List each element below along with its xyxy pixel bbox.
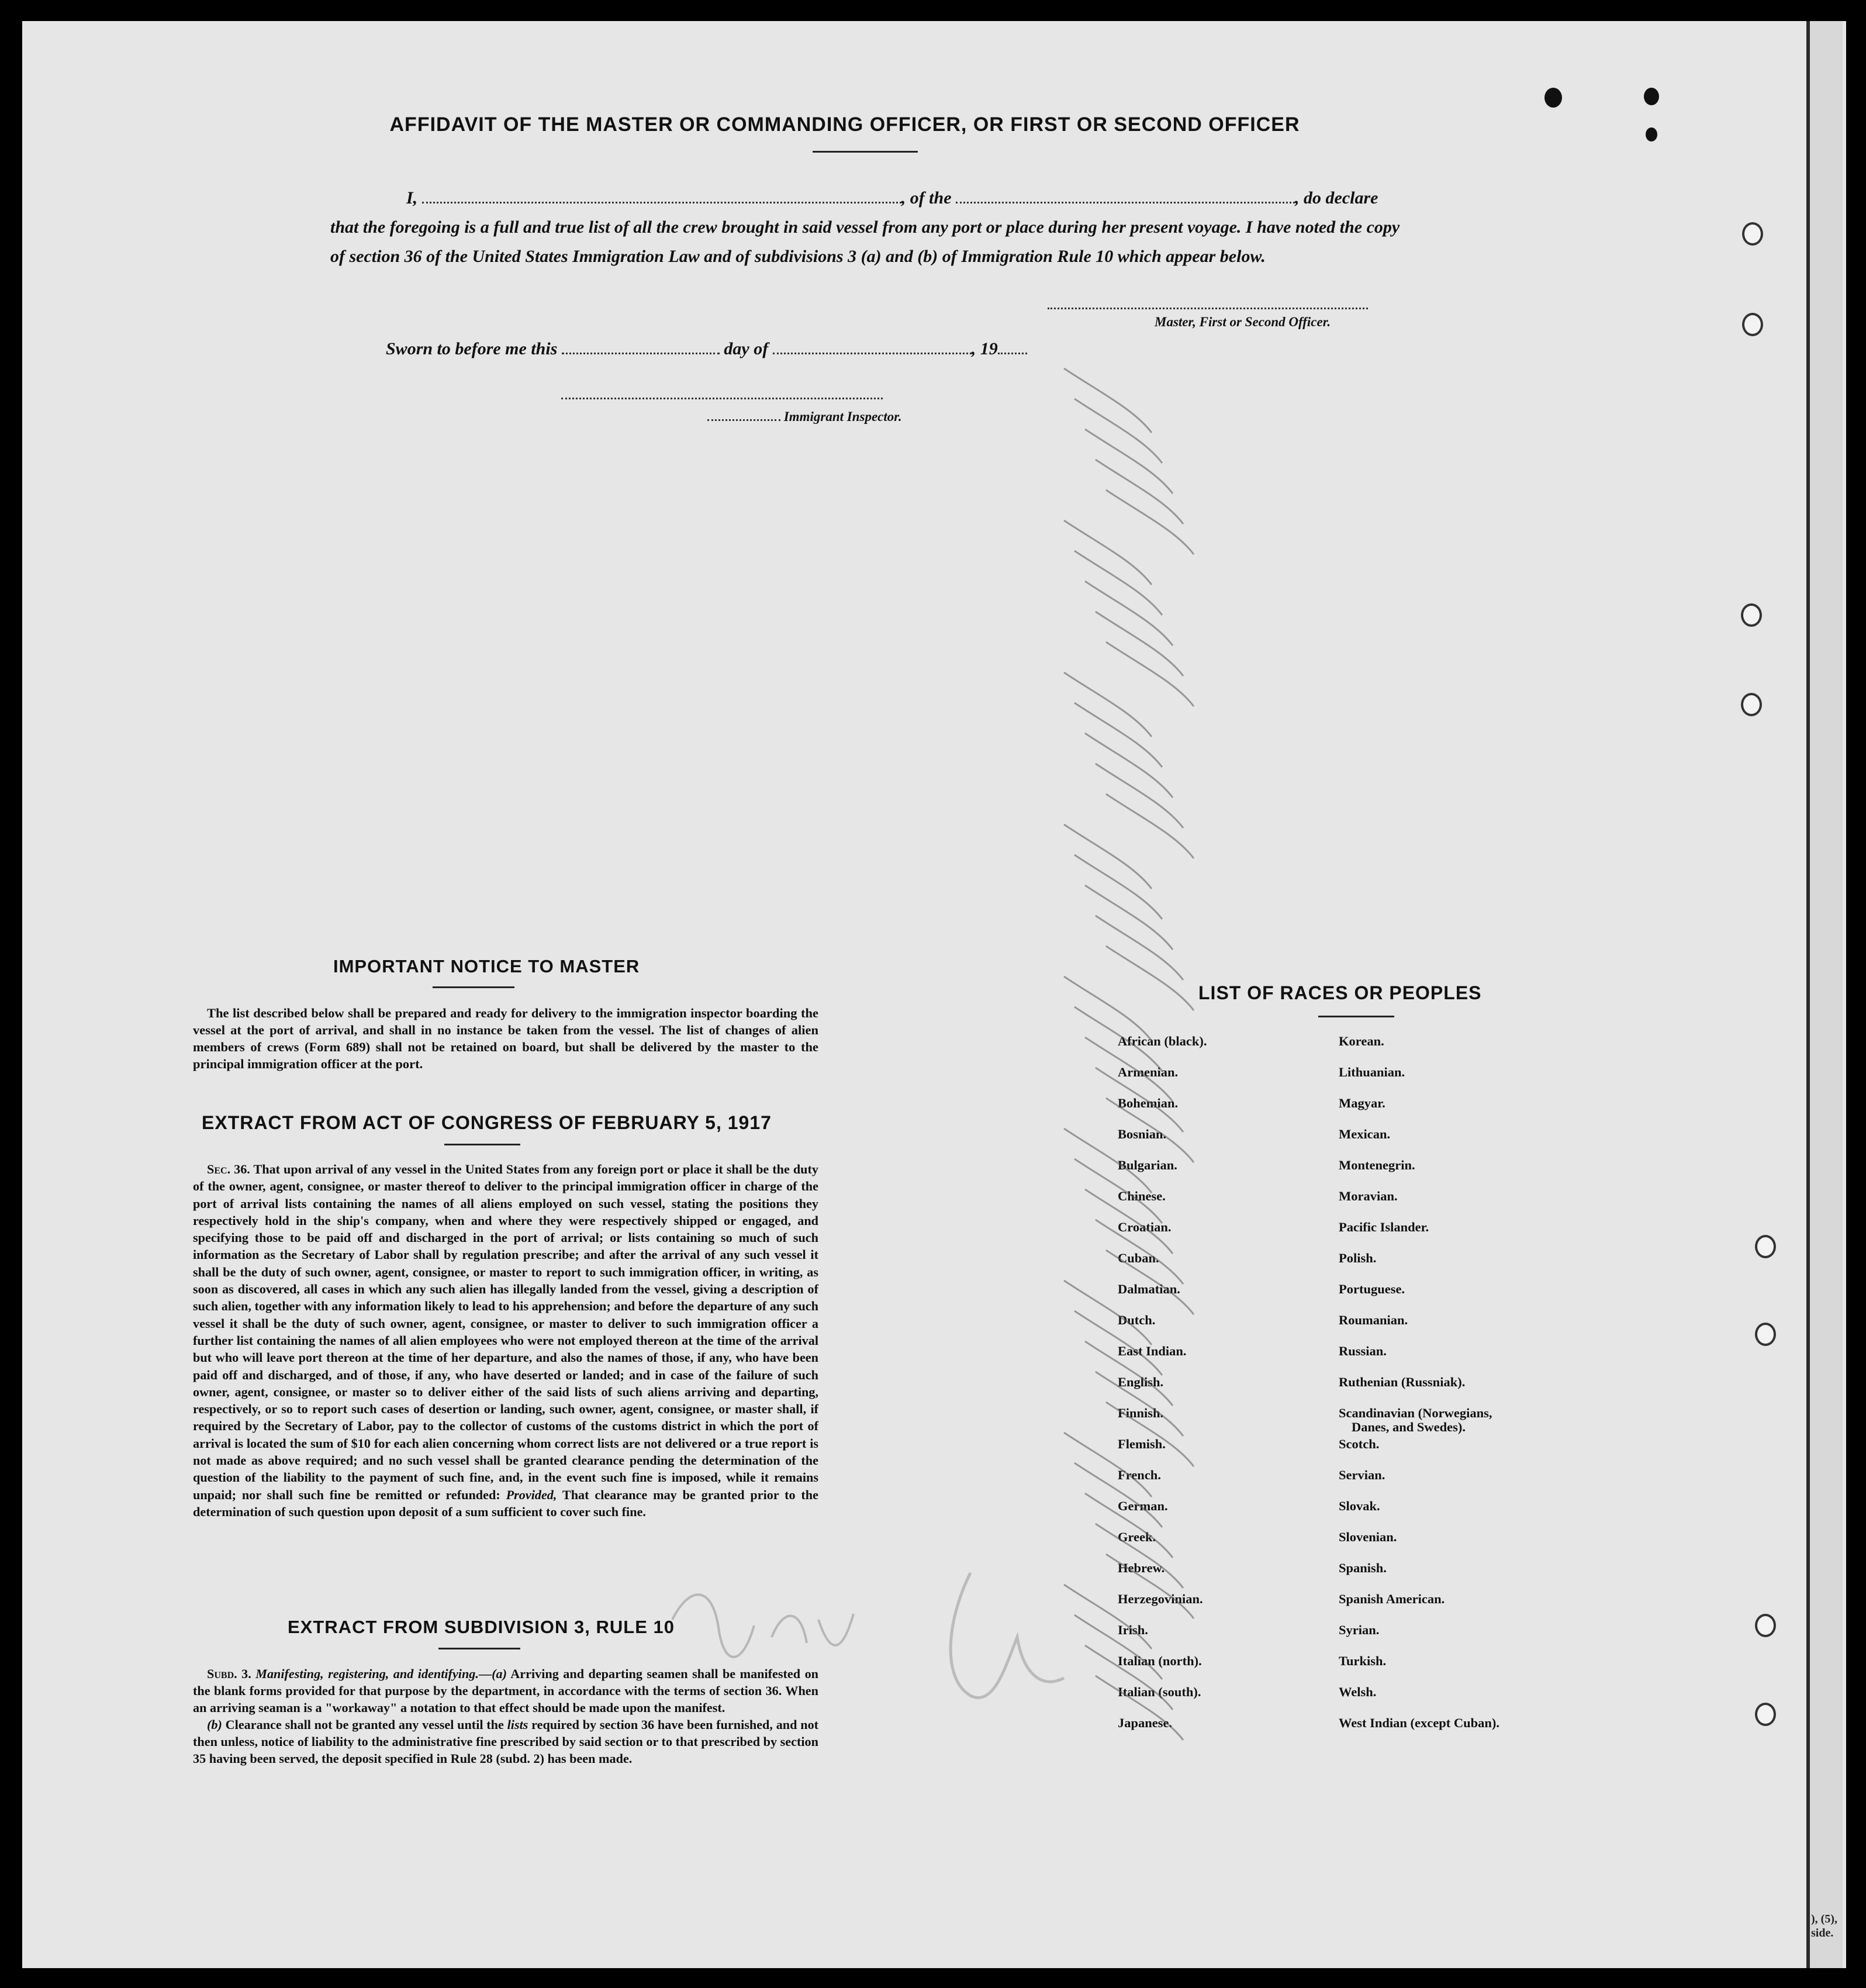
binder-hole <box>1742 222 1763 246</box>
ink-blot <box>1644 88 1659 105</box>
sworn-prefix: Sworn to before me this <box>386 339 558 358</box>
divider <box>444 1144 520 1145</box>
subd-heading: Manifesting, registering, and identifying. <box>255 1666 479 1681</box>
binder-hole <box>1755 1323 1776 1346</box>
race-item: Portuguese. <box>1339 1282 1405 1296</box>
race-item: Russian. <box>1339 1344 1387 1358</box>
binder-hole <box>1741 603 1762 627</box>
race-item: Polish. <box>1339 1251 1377 1265</box>
divider <box>438 1648 520 1649</box>
ink-blot <box>1646 127 1657 141</box>
race-item: Finnish. <box>1118 1406 1164 1420</box>
race-item: Turkish. <box>1339 1654 1387 1668</box>
race-item: French. <box>1118 1468 1161 1482</box>
race-item: Italian (south). <box>1118 1685 1201 1699</box>
binder-hole <box>1741 693 1762 716</box>
race-item: Italian (north). <box>1118 1654 1202 1668</box>
subdivision-title: EXTRACT FROM SUBDIVISION 3, RULE 10 <box>288 1617 675 1637</box>
race-item: Bulgarian. <box>1118 1158 1177 1172</box>
provided-word: Provided, <box>506 1487 557 1502</box>
race-item: Irish. <box>1118 1623 1148 1637</box>
race-item: West Indian (except Cuban). <box>1339 1716 1500 1730</box>
race-item: Ruthenian (Russniak). <box>1339 1375 1466 1389</box>
race-item: Armenian. <box>1118 1065 1179 1079</box>
master-signature-line <box>1048 308 1368 309</box>
year-blank <box>998 337 1027 354</box>
day-blank <box>562 337 720 354</box>
race-item: German. <box>1118 1499 1168 1513</box>
race-item: Roumanian. <box>1339 1313 1408 1327</box>
binder-hole <box>1755 1703 1776 1726</box>
pencil-stroke <box>1106 1250 1194 1314</box>
race-item: Syrian. <box>1339 1623 1380 1637</box>
act-text-end: That clearance may be granted prior to the determination of such question upon deposit of a sum sufficient to cover such fine. <box>193 1487 818 1519</box>
sworn-day-label: day of <box>724 339 769 358</box>
subd-label: Subd. 3. <box>207 1666 251 1681</box>
margin-text-fragment <box>1811 1912 1837 1940</box>
race-item: English. <box>1118 1375 1164 1389</box>
pencil-stroke <box>1106 1554 1194 1618</box>
pencil-stroke <box>1106 490 1194 554</box>
race-item: Spanish American. <box>1339 1592 1445 1606</box>
race-item: Welsh. <box>1339 1685 1377 1699</box>
inspector-signature-line <box>561 398 883 399</box>
sworn-statement <box>386 337 1027 359</box>
act-body <box>193 1161 818 1520</box>
margin-fragment-line: side. <box>1811 1927 1834 1939</box>
vessel-blank <box>956 186 1295 203</box>
para-a-text: Arriving and departing seamen shall be manifested on the blank forms provided for that purpose by the department, in accordance with the terms of section 36. When an arriving seaman is a "workaway" a notation to that effect should be made upon the manifest. <box>193 1666 818 1715</box>
race-item: Spanish. <box>1339 1561 1387 1575</box>
race-item: Servian. <box>1339 1468 1385 1482</box>
race-item: Dutch. <box>1118 1313 1156 1327</box>
race-item: Flemish. <box>1118 1437 1166 1451</box>
race-item: Korean. <box>1339 1034 1384 1048</box>
pencil-stroke <box>1106 1098 1194 1162</box>
divider <box>433 986 514 988</box>
notice-title: IMPORTANT NOTICE TO MASTER <box>333 956 640 976</box>
divider <box>813 151 918 153</box>
sworn-year-label: , 19 <box>971 339 998 358</box>
binder-hole <box>1755 1614 1776 1637</box>
affidavit-i: I, <box>406 188 418 208</box>
ink-blot <box>1544 88 1562 108</box>
inspector-signature-label <box>707 409 902 424</box>
race-item: Hebrew. <box>1118 1561 1165 1575</box>
inspector-label-text: Immigrant Inspector. <box>783 409 902 424</box>
race-item: Japanese. <box>1118 1716 1173 1730</box>
pencil-stroke <box>1096 1676 1183 1740</box>
para-b-label: (b) <box>207 1717 222 1732</box>
race-item: Slovak. <box>1339 1499 1380 1513</box>
para-b-text-2: required by section 36 have been furnished, and not then unless, notice of liability to the administrative fine prescribed by said section or to that prescribed by section 35 having been served, the deposit specified in Rule 28 (subd. 2) has been made. <box>193 1717 819 1766</box>
para-b-lists: lists <box>507 1717 528 1732</box>
race-item: African (black). <box>1118 1034 1207 1048</box>
act-text: That upon arrival of any vessel in the United States from any foreign port or place it shall be the duty of the owner, agent, consignee, or master thereof to deliver to the principal immigration officer in charge of the port of arrival lists containing the names of all aliens employed on such vessel, stating the positions they respectively hold in the ship's company, when and where they were respectively shipped or engaged, and specifying those to be paid off and discharged in the port of arrival; or lists containing so much of such information as the Secretary of Labor shall by regulation prescribe; and after the arrival of any such vessel it shall be the duty of such owner, agent, consignee, or master to report to such immigration officer, in writing, as soon as discovered, all cases in which any such alien has illegally landed from the vessel, giving a description of such alien, together with any information likely to lead to his apprehension; and before the departure of any such vessel it shall be the duty of such owner, agent, consignee, or master to deliver to such immigration officer a further list containing the names of all alien employees who were not employed thereon at the time of the arrival but who will leave port thereon at the time of her departure, and also the names of those, if any, who have been paid off and discharged, and of those, if any, who have deserted or landed; and in case of the failure of such owner, agent, consignee, or master so to deliver either of the said lists of such aliens arriving and departing, respectively, or so to report such cases of desertion or landing, such owner, agent, consignee, or master shall, if required by the Secretary of Labor, pay to the collector of customs of the customs district in which the port of arrival is located the sum of $10 for each alien concerning whom correct lists are not delivered or a true report is not made as above required; and no such vessel shall be granted clearance pending the determination of the question of the liability to the payment of such fine, and, in the event such fine is imposed, while it remains unpaid; nor shall such fine be remitted or refunded: <box>193 1162 818 1502</box>
race-item: Croatian. <box>1118 1220 1172 1234</box>
affidavit-of-the: , of the <box>901 188 952 208</box>
race-item: Cuban. <box>1118 1251 1159 1265</box>
inspector-blank <box>707 409 780 421</box>
underlying-page-strip <box>1810 21 1843 1968</box>
pencil-stroke <box>1106 946 1194 1010</box>
pencil-stroke <box>1106 1402 1194 1466</box>
race-item: Mexican. <box>1339 1127 1391 1141</box>
divider <box>1318 1016 1394 1017</box>
race-item: Pacific Islander. <box>1339 1220 1429 1234</box>
race-item: Slovenian. <box>1339 1530 1397 1544</box>
binder-hole <box>1755 1235 1776 1258</box>
name-blank <box>422 186 901 203</box>
affidavit-body <box>330 184 1412 271</box>
race-item: Bohemian. <box>1118 1096 1179 1110</box>
affidavit-declare: , do declare <box>1295 188 1378 208</box>
act-title: EXTRACT FROM ACT OF CONGRESS OF FEBRUARY 5, 1917 <box>202 1112 772 1133</box>
race-item: Herzegovinian. <box>1118 1592 1203 1606</box>
race-item: Greek. <box>1118 1530 1156 1544</box>
pencil-stroke <box>1106 794 1194 858</box>
race-item: Dalmatian. <box>1118 1282 1180 1296</box>
affidavit-text: that the foregoing is a full and true list of all the crew brought in said vessel from any port or place during her present voyage. I have noted the copy of section 36 of the United States Immigration Law and of subdivisions 3 (a) and (b) of Immigration Rule 10 which appear below. <box>330 218 1400 266</box>
para-b-text-1: Clearance shall not be granted any vessel until the <box>225 1717 504 1732</box>
race-item: Moravian. <box>1339 1189 1398 1203</box>
race-item: Lithuanian. <box>1339 1065 1405 1079</box>
race-item: Chinese. <box>1118 1189 1166 1203</box>
master-signature-label: Master, First or Second Officer. <box>1155 315 1331 329</box>
para-a-label: —(a) <box>478 1666 507 1681</box>
section-label: Sec. 36. <box>207 1162 250 1176</box>
affidavit-title: AFFIDAVIT OF THE MASTER OR COMMANDING OFFICER, OR FIRST OR SECOND OFFICER <box>389 113 1300 136</box>
race-item: Bosnian. <box>1118 1127 1167 1141</box>
binder-hole <box>1742 313 1763 336</box>
notice-body: The list described below shall be prepared and ready for delivery to the immigration inspector boarding the vessel at the port of arrival, and shall in no instance be taken from the vessel. The list of changes of alien members of crews (Form 689) shall not be retained on board, but shall be delivered by the master to the principal immigration officer at the port. <box>193 1006 818 1071</box>
race-item: Scandinavian (Norwegians, <box>1339 1406 1492 1420</box>
month-blank <box>773 337 972 354</box>
faint-handwriting <box>666 1549 1076 1725</box>
race-item: Danes, and Swedes). <box>1352 1420 1466 1434</box>
race-item: Magyar. <box>1339 1096 1385 1110</box>
race-item: Scotch. <box>1339 1437 1380 1451</box>
pencil-stroke <box>1106 642 1194 706</box>
race-item: East Indian. <box>1118 1344 1187 1358</box>
race-item: Montenegrin. <box>1339 1158 1415 1172</box>
races-title: LIST OF RACES OR PEOPLES <box>1198 982 1482 1003</box>
margin-fragment-line: ), (5), <box>1811 1913 1837 1925</box>
affidavit-declaration-line <box>330 184 1412 213</box>
